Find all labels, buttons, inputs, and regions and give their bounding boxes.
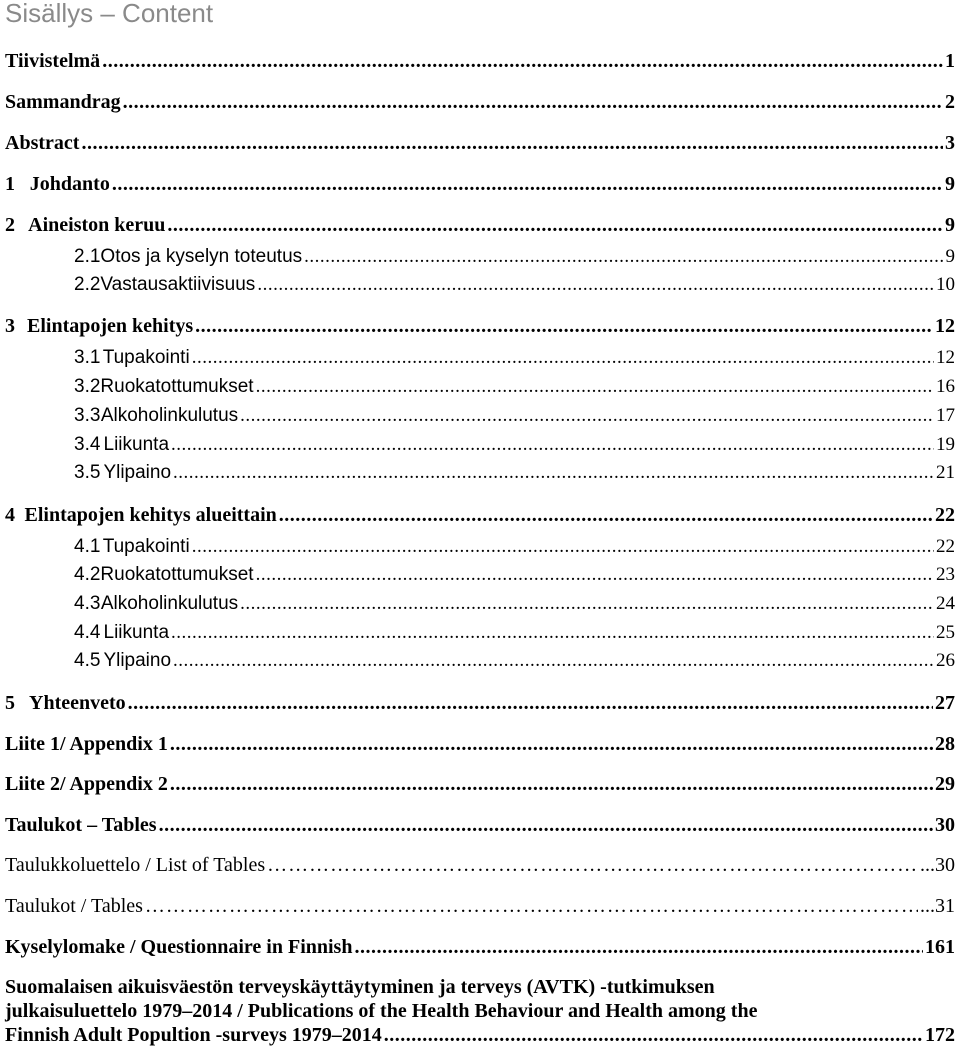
toc-entry-label: Abstract: [5, 132, 80, 154]
toc-entry-page: 16: [936, 376, 955, 397]
toc-entry-label: Liikunta: [103, 434, 170, 455]
toc-entry-number: 4.3: [74, 593, 101, 614]
toc-entry-page: 30: [935, 814, 955, 836]
toc-entry-page: 1: [945, 50, 955, 72]
toc-entry-4[interactable]: [5, 504, 955, 527]
toc-entry-label: Tupakointi: [102, 347, 190, 368]
dot-leader: [257, 274, 934, 296]
toc-entry-number: 4.4: [74, 622, 101, 643]
toc-entry-tiivistelma[interactable]: [5, 50, 955, 73]
dot-leader: [170, 773, 933, 796]
toc-entry-page: 22: [935, 504, 955, 526]
toc-entry-sammandrag[interactable]: [5, 91, 955, 114]
dot-leader: [192, 347, 934, 369]
toc-entry-number: 2.1: [74, 246, 101, 267]
toc-entry-label-line-2: julkaisuluettelo 1979–2014 / Publications of the Health Behaviour and Health among the: [5, 1000, 758, 1022]
toc-entry-page: 24: [936, 593, 955, 614]
toc-entry-number: 3.4: [74, 434, 101, 455]
dot-leader: [256, 376, 934, 398]
toc-entry-label: Ylipaino: [103, 462, 172, 483]
toc-entry-page: ...30: [920, 854, 955, 876]
dot-leader: [304, 246, 943, 268]
dot-leader: [267, 854, 918, 877]
dot-leader: [171, 434, 934, 456]
toc-entry-label: Kyselylomake / Questionnaire in Finnish: [5, 936, 353, 958]
toc-entry-number: 1: [5, 173, 15, 195]
dot-leader: [354, 936, 923, 959]
dot-leader: [171, 622, 934, 644]
dot-leader: [159, 814, 933, 837]
toc-entry-page: 25: [936, 622, 955, 643]
toc-entry-page: 9: [945, 214, 955, 236]
toc-entry-label: Ruokatottumukset: [100, 376, 254, 397]
toc-entry-label: Sammandrag: [5, 91, 121, 113]
toc-entry-number: 3.5: [74, 462, 101, 483]
toc-entry-label: Liite 1/ Appendix 1: [5, 733, 168, 755]
toc-entry-page: 12: [936, 347, 955, 368]
toc-entry-page: 9: [945, 246, 955, 267]
toc-entry-number: 5: [5, 692, 15, 714]
toc-entry-page: 26: [936, 650, 955, 671]
dot-leader: [167, 214, 943, 237]
toc-entry-label: Ruokatottumukset: [100, 564, 254, 585]
toc-entry-page: 21: [936, 462, 955, 483]
toc-entry-label: Liite 2/ Appendix 2: [5, 773, 168, 795]
toc-entry-tables[interactable]: [5, 895, 955, 918]
toc-entry-label: Alkoholinkulutus: [100, 405, 239, 426]
toc-entry-page: 17: [936, 405, 955, 426]
toc-entry-label: Taulukot – Tables: [5, 814, 157, 836]
toc-entry-5[interactable]: [5, 692, 955, 715]
dot-leader: [170, 733, 933, 756]
dot-leader: [256, 564, 934, 586]
toc-entry-liite-2[interactable]: [5, 773, 955, 796]
toc-entry-page: 3: [945, 132, 955, 154]
toc-entry-label: Taulukkoluettelo / List of Tables: [5, 854, 266, 876]
dot-leader: [128, 692, 933, 715]
toc-entry-3-2[interactable]: [74, 376, 955, 398]
toc-entry-page: 10: [936, 274, 955, 295]
toc-entry-page: 9: [945, 173, 955, 195]
toc-entry-3[interactable]: [5, 315, 955, 338]
toc-entry-label: Yhteenveto: [29, 692, 126, 714]
toc-entry-page: ...31: [920, 895, 955, 917]
toc-entry-3-4[interactable]: [74, 434, 955, 456]
page-title: Sisällys – Content: [5, 0, 214, 28]
toc-entry-page: 27: [935, 692, 955, 714]
dot-leader: [145, 895, 918, 918]
toc-entry-number: 2.2: [74, 274, 101, 295]
toc-entry-label: Aineiston keruu: [28, 214, 166, 236]
toc-entry-label: Otos ja kyselyn toteutus: [100, 246, 303, 267]
toc-entry-number: 3.2: [74, 376, 101, 397]
toc-entry-4-5[interactable]: [74, 650, 955, 672]
dot-leader: [81, 132, 943, 155]
dot-leader: [192, 536, 934, 558]
toc-entry-questionnaire[interactable]: [5, 936, 955, 959]
toc-entry-label: Tupakointi: [102, 536, 190, 557]
dot-leader: [173, 650, 934, 672]
toc-entry-label: Alkoholinkulutus: [100, 593, 239, 614]
dot-leader: [279, 504, 933, 527]
toc-entry-number: 3.3: [74, 405, 101, 426]
toc-entry-page: 19: [936, 434, 955, 455]
toc-entry-label: Taulukot / Tables: [5, 895, 143, 917]
dot-leader: [173, 462, 934, 484]
toc-entry-4-1[interactable]: [74, 536, 955, 558]
dot-leader: [195, 315, 933, 338]
toc-entry-2-1[interactable]: [74, 246, 955, 268]
toc-entry-label: Ylipaino: [103, 650, 172, 671]
toc-entry-list-of-tables[interactable]: [5, 854, 955, 877]
toc-entry-2[interactable]: [5, 214, 955, 237]
toc-entry-page: 28: [935, 733, 955, 755]
toc-entry-number: 3: [5, 315, 15, 337]
toc-entry-publications[interactable]: [5, 975, 955, 1047]
toc-entry-2-2[interactable]: [74, 274, 955, 296]
toc-entry-label-line-3: Finnish Adult Popultion -surveys 1979–2014: [5, 1024, 382, 1046]
toc-entry-4-2[interactable]: [74, 564, 955, 586]
toc-entry-abstract[interactable]: [5, 132, 955, 155]
dot-leader: [112, 173, 943, 196]
toc-entry-liite-1[interactable]: [5, 733, 955, 756]
toc-entry-label: Liikunta: [103, 622, 170, 643]
dot-leader: [123, 91, 943, 114]
toc-entry-number: 3.1: [74, 347, 101, 368]
toc-entry-page: 23: [936, 564, 955, 585]
toc-entry-number: 4.5: [74, 650, 101, 671]
toc-entry-3-1[interactable]: [74, 347, 955, 369]
toc-entry-label-line-1: Suomalaisen aikuisväestön terveyskäyttäytyminen ja terveys (AVTK) -tutkimuksen: [5, 976, 715, 998]
toc-entry-4-3[interactable]: [74, 593, 955, 615]
toc-entry-number: 4.2: [74, 564, 101, 585]
dot-leader: [102, 50, 943, 73]
toc-entry-label: Elintapojen kehitys alueittain: [24, 504, 277, 526]
toc-entry-number: 4: [5, 504, 15, 526]
toc-entry-page: 12: [935, 315, 955, 337]
toc-entry-label: Elintapojen kehitys: [27, 315, 194, 337]
toc-entry-page: 29: [935, 773, 955, 795]
toc-entry-number: 4.1: [74, 536, 101, 557]
dot-leader: [384, 1023, 923, 1047]
toc-entry-taulukot-tables[interactable]: [5, 814, 955, 837]
dot-leader: [240, 405, 934, 427]
toc-entry-label-line-3-row: [5, 1023, 955, 1047]
toc-entry-number: 2: [5, 214, 15, 236]
toc-entry-page: 2: [945, 91, 955, 113]
toc-entry-3-5[interactable]: [74, 462, 955, 484]
toc-entry-label: Vastausaktiivisuus: [100, 274, 256, 295]
toc-entry-4-4[interactable]: [74, 622, 955, 644]
toc-entry-3-3[interactable]: [74, 405, 955, 427]
toc-entry-label: Johdanto: [29, 173, 110, 195]
toc-entry-page: 22: [936, 536, 955, 557]
toc-entry-1[interactable]: [5, 173, 955, 196]
toc-entry-page: 161: [925, 936, 955, 958]
toc-entry-label: Tiivistelmä: [5, 50, 101, 72]
dot-leader: [240, 593, 934, 615]
toc-entry-page: 172: [925, 1024, 955, 1046]
